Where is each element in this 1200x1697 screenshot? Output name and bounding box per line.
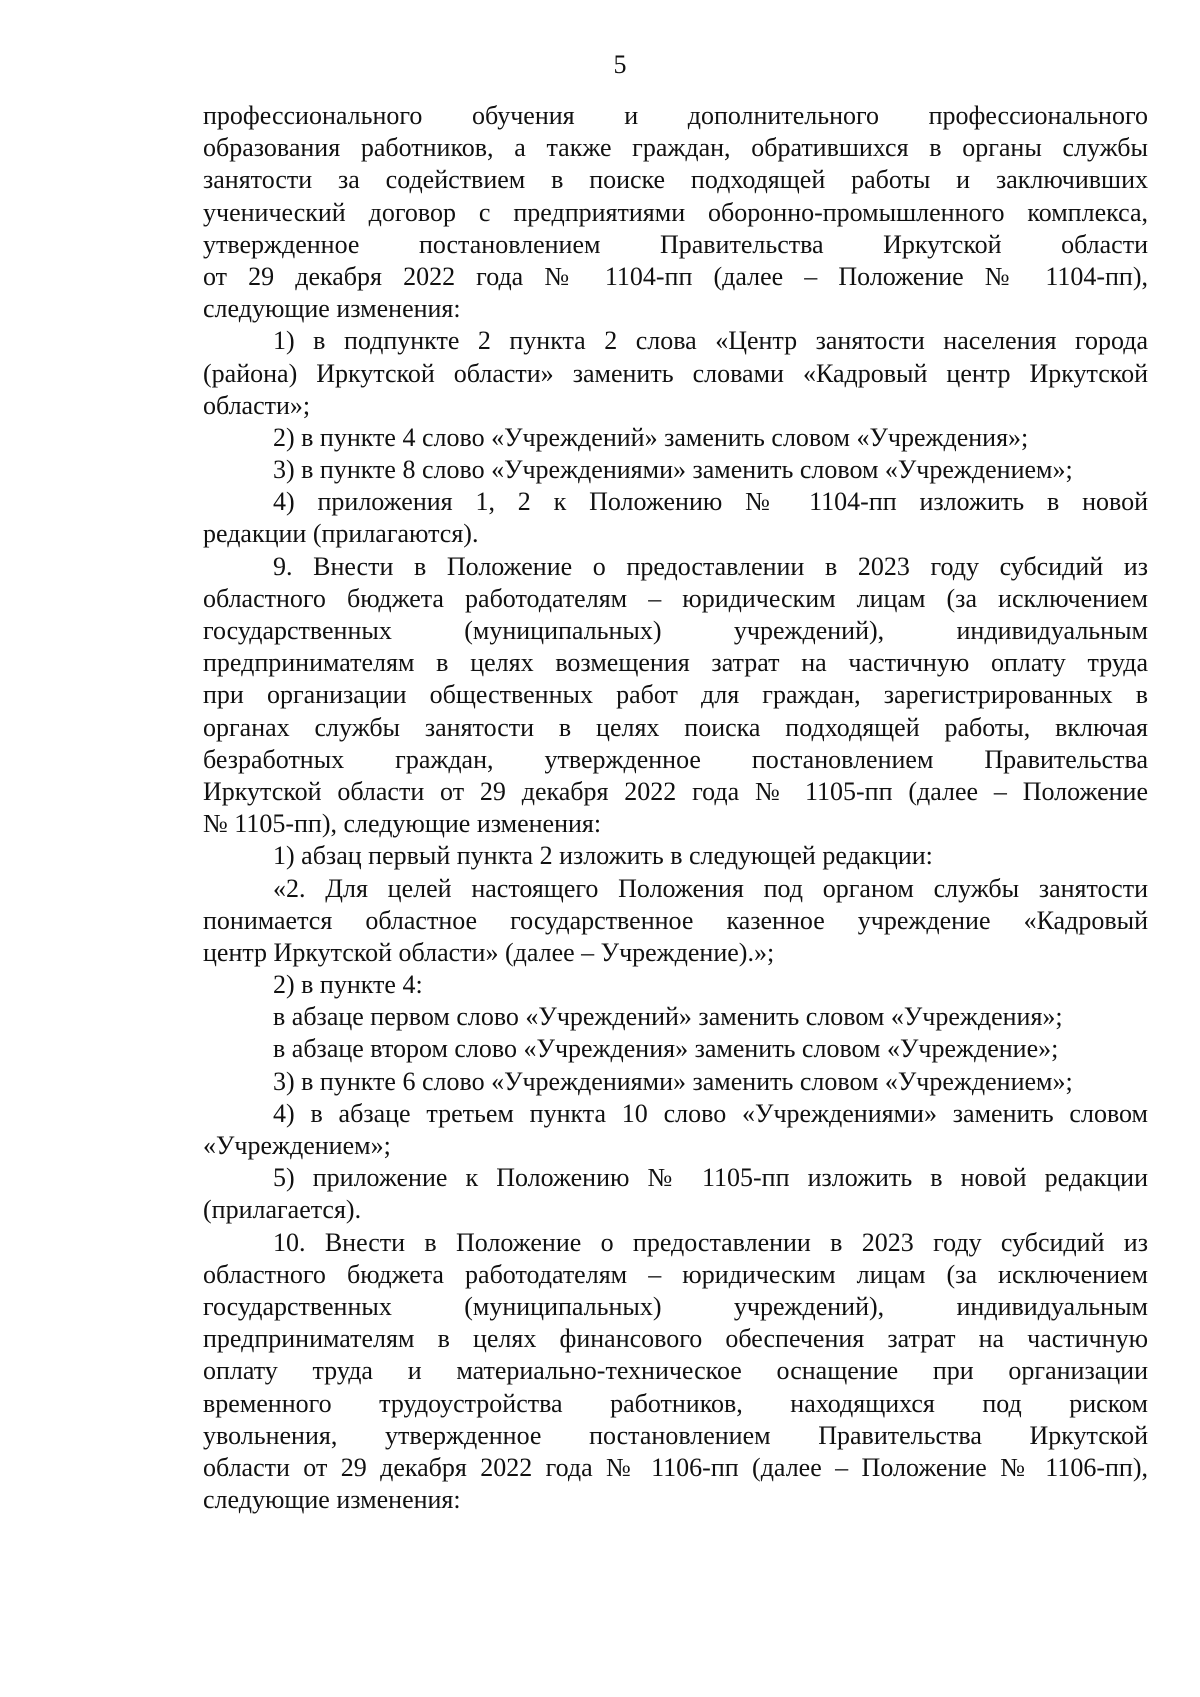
text-line: (района) Иркутской области» заменить словами «Кадровый центр Иркутской [203, 358, 1148, 388]
text-line: 4) приложения 1, 2 к Положению № 1104-пп изложить в новой [273, 487, 1148, 517]
text-line: (прилагается). [203, 1195, 362, 1225]
text-line: образования работников, а также граждан, обратившихся в органы службы [203, 133, 1148, 163]
text-line: 2) в пункте 4 слово «Учреждений» заменить словом «Учреждения»; [273, 422, 1029, 452]
text-line: областного бюджета работодателям – юридическим лицам (за исключением [203, 1259, 1148, 1289]
text-line: безработных граждан, утвержденное постановлением Правительства [203, 744, 1148, 774]
text-line: временного трудоустройства работников, находящихся под риском [203, 1388, 1148, 1418]
text-line: «2. Для целей настоящего Положения под органом службы занятости [273, 873, 1148, 903]
text-line: областного бюджета работодателям – юридическим лицам (за исключением [203, 583, 1148, 613]
text-line: занятости за содействием в поиске подходящей работы и заключивших [203, 165, 1148, 195]
text-line: № 1105-пп), следующие изменения: [203, 809, 602, 839]
page-number: 5 [613, 50, 627, 79]
text-line: оплату труда и материально-техническое оснащение при организации [203, 1356, 1148, 1386]
text-line: предпринимателям в целях возмещения затрат на частичную оплату труда [203, 648, 1148, 678]
text-line: следующие изменения: [203, 1485, 461, 1515]
text-line: 4) в абзаце третьем пункта 10 слово «Учреждениями» заменить словом [273, 1098, 1148, 1128]
text-line: Иркутской области от 29 декабря 2022 года № 1105-пп (далее – Положение [203, 776, 1148, 806]
text-line: 3) в пункте 8 слово «Учреждениями» заменить словом «Учреждением»; [273, 455, 1073, 485]
text-line: увольнения, утвержденное постановлением Правительства Иркутской [203, 1420, 1148, 1450]
text-line: от 29 декабря 2022 года № 1104-пп (далее – Положение № 1104-пп), [203, 261, 1148, 291]
text-line: государственных (муниципальных) учреждений), индивидуальным [203, 616, 1148, 645]
text-line: 3) в пункте 6 слово «Учреждениями» заменить словом «Учреждением»; [273, 1066, 1073, 1096]
text-line: 5) приложение к Положению № 1105-пп изложить в новой редакции [273, 1163, 1148, 1193]
text-line: 1) абзац первый пункта 2 изложить в следующей редакции: [273, 841, 933, 871]
text-line: центр Иркутской области» (далее – Учреждение).»; [203, 937, 775, 967]
text-line: в абзаце первом слово «Учреждений» заменить словом «Учреждения»; [273, 1002, 1063, 1032]
text-line: 2) в пункте 4: [273, 970, 423, 1000]
text-line: профессионального обучения и дополнительного профессионального [203, 101, 1148, 130]
text-line: понимается областное государственное казенное учреждение «Кадровый [203, 905, 1148, 935]
text-line: предпринимателям в целях финансового обеспечения затрат на частичную [203, 1324, 1148, 1354]
text-line: органах службы занятости в целях поиска подходящей работы, включая [203, 712, 1148, 742]
text-line: при организации общественных работ для граждан, зарегистрированных в [203, 680, 1148, 710]
text-line: области от 29 декабря 2022 года № 1106-пп (далее – Положение № 1106-пп), [203, 1452, 1148, 1482]
text-line: «Учреждением»; [203, 1131, 391, 1160]
text-line: редакции (прилагаются). [203, 519, 479, 549]
document-body [203, 100, 1148, 1516]
text-line: в абзаце втором слово «Учреждения» заменить словом «Учреждение»; [273, 1034, 1059, 1064]
text-line: 1) в подпункте 2 пункта 2 слова «Центр занятости населения города [273, 326, 1148, 356]
text-line: 10. Внести в Положение о предоставлении в 2023 году субсидий из [273, 1227, 1148, 1257]
text-line: государственных (муниципальных) учреждений), индивидуальным [203, 1291, 1148, 1321]
text-line: следующие изменения: [203, 294, 461, 324]
text-line: 9. Внести в Положение о предоставлении в 2023 году субсидий из [273, 551, 1148, 581]
text-line: области»; [203, 390, 311, 420]
text-line: утвержденное постановлением Правительства Иркутской области [203, 229, 1148, 259]
text-line: ученический договор с предприятиями оборонно-промышленного комплекса, [203, 197, 1148, 227]
